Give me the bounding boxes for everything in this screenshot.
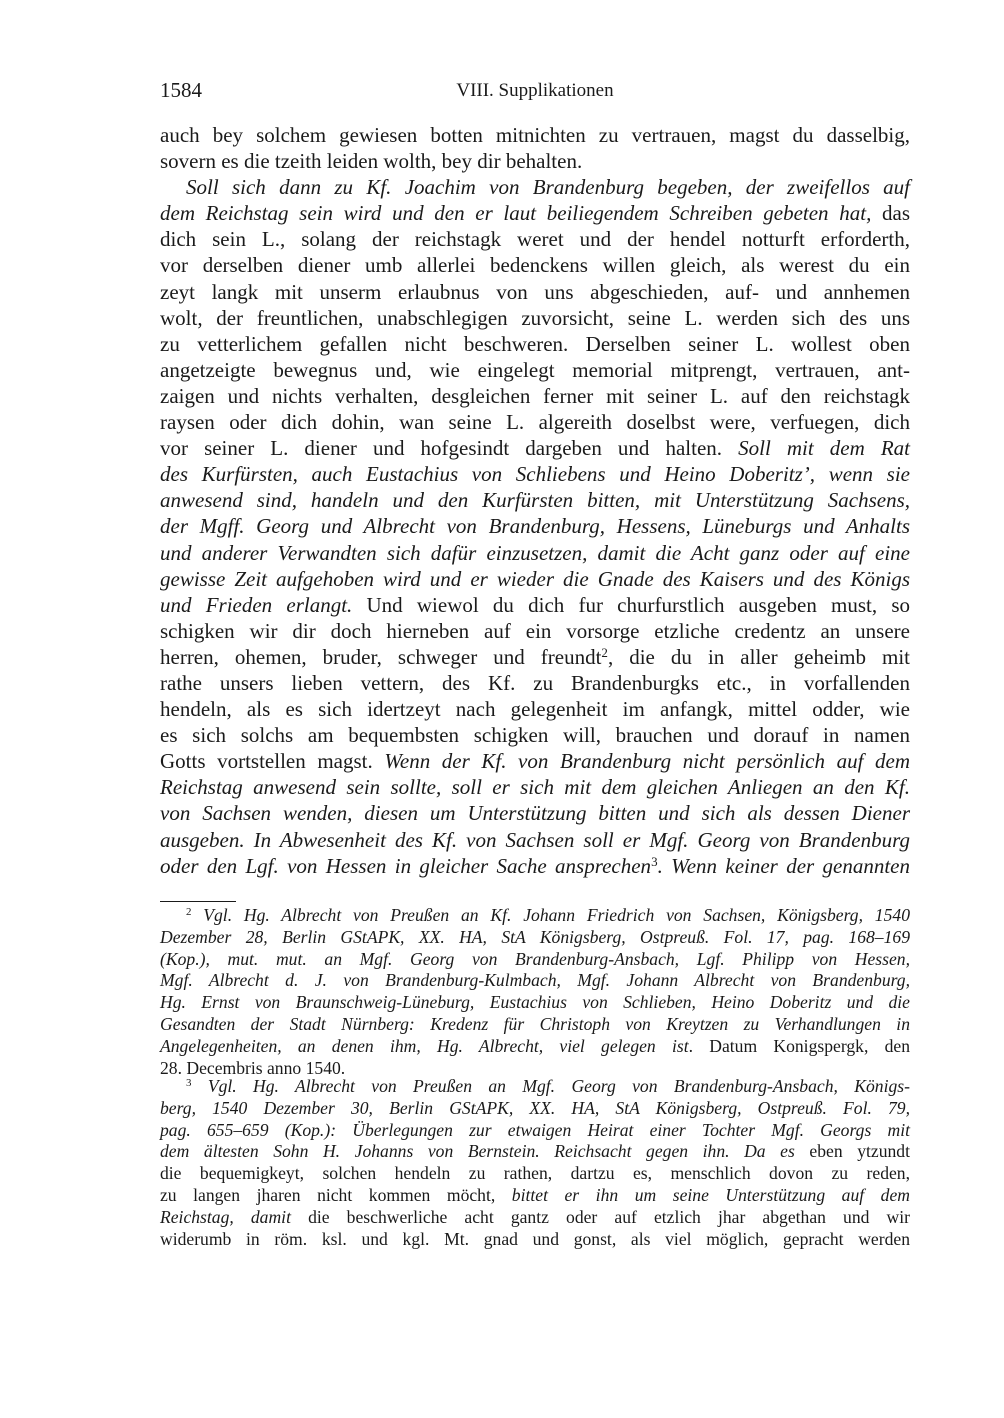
text-line	[160, 1229, 910, 1251]
text-line	[160, 800, 910, 826]
text-line	[160, 357, 910, 383]
italic-text: Reichstag anwesend sein sollte, soll er sich mit dem gleichen Anliegen an den Kf.	[160, 775, 910, 800]
text-line	[160, 949, 910, 971]
text-segment: herren, ohemen, bruder, schweger und freundt	[160, 644, 602, 669]
text-segment: zaigen und nichts verhalten, desgleichen ferner mit seiner L. auf den reichstagk	[160, 383, 910, 408]
text-segment: die bequemigkeyt, solchen hendeln zu rathen, dartzu es, menschlich dovon zu reden,	[160, 1163, 910, 1184]
text-segment: widerumb in röm. ksl. und kgl. Mt. gnad und gonst, als viel möglich, gepracht werden	[160, 1228, 910, 1249]
text-segment: vor seiner L. diener und hofgesindt dargeben und halten.	[160, 436, 739, 461]
text-segment: auch bey solchem gewiesen botten mitnichten zu vertrauen, magst du dasselbig,	[160, 123, 910, 147]
text-segment: Gotts vortstellen magst.	[160, 749, 385, 774]
text-segment: angetzeigte bewegnus und, wie eingelegt memorial mitprengt, vertrauen, ant-	[160, 357, 910, 382]
italic-text: Wenn der Kf. von Brandenburg nicht persönlich auf dem	[384, 749, 910, 774]
italic-text: . Wenn keiner der genannten	[657, 853, 911, 878]
text-segment: eben ytzundt	[794, 1141, 910, 1162]
text-line	[160, 487, 910, 513]
text-segment: schigken wir dir doch hierneben auf ein vorsorge etzliche credentz an unsere	[160, 618, 910, 643]
text-line	[160, 174, 910, 200]
italic-text: Vgl. Hg. Albrecht von Preußen an Mgf. Georg von Brandenburg-Ansbach, Königs-	[191, 1076, 910, 1096]
italic-text: pag. 655–659 (Kop.): Überlegungen zur etwaigen Heirat einer Tochter Mgf. Georgs mit	[160, 1119, 910, 1140]
italic-text: Mgf. Albrecht d. J. von Brandenburg-Kulmbach, Mgf. Johann Albrecht von Brandenburg,	[160, 970, 910, 991]
italic-text: berg, 1540 Dezember 30, Berlin GStAPK, XX. HA, StA Königsberg, Ostpreuß. Fol. 79,	[160, 1097, 910, 1118]
footnote-marker[interactable]: 2	[186, 906, 192, 918]
text-line	[160, 722, 910, 748]
italic-text: dem ältesten Sohn H. Johanns von Bernstein. Reichsacht gegen ihn. Da es	[160, 1141, 795, 1162]
text-line	[160, 331, 910, 357]
text-line	[160, 1185, 910, 1207]
text-line	[160, 226, 910, 252]
text-line	[160, 409, 910, 435]
text-segment: sovern es die tzeith leiden wolth, bey dir behalten.	[160, 149, 583, 174]
italic-text: des Kurfürsten, auch Eustachius von Schliebens und Heino Doberitz’, wenn sie	[160, 462, 910, 487]
italic-text: gewisse Zeit aufgehoben wird und er wieder die Gnade des Kaisers und des Königs	[160, 566, 910, 591]
text-line	[160, 644, 910, 670]
text-line	[160, 148, 910, 174]
text-segment: es sich solchs am bequembsten schigken will, brauchen und dorauf in namen	[160, 723, 910, 748]
text-line	[160, 1014, 910, 1036]
text-segment: , die du in aller geheimb mit	[607, 644, 910, 669]
text-line	[160, 905, 910, 927]
text-line	[160, 670, 910, 696]
text-line	[160, 1120, 910, 1142]
text-line	[160, 200, 910, 226]
text-segment: Und wiewol du dich fur churfurstlich ausgeben must, so	[352, 592, 911, 617]
page-number: 1584	[160, 78, 202, 102]
text-line	[160, 252, 910, 278]
text-line	[160, 279, 910, 305]
footnote-separator	[160, 901, 236, 902]
italic-text: oder den Lgf. von Hessen in gleicher Sache ansprechen	[160, 853, 652, 878]
italic-text: (Kop.), mut. mut. an Mgf. Georg von Brandenburg-Ansbach, Lgf. Philipp von Hessen,	[160, 948, 910, 969]
italic-text: und anderer Verwandten sich dafür einzusetzen, damit die Acht ganz oder auf eine	[160, 540, 910, 565]
italic-text: Soll sich dann zu Kf. Joachim von Brandenburg begeben, der zweifellos auf	[186, 175, 910, 200]
italic-text: der Mgff. Georg und Albrecht von Brandenburg, Hessens, Lüneburgs und Anhalts	[160, 514, 910, 539]
italic-text: Reichstag, damit	[160, 1206, 291, 1227]
text-segment: die beschwerliche acht gantz oder auf etzlich jhar abgethan und wir	[290, 1206, 910, 1227]
italic-text: ausgeben. In Abwesenheit des Kf. von Sachsen soll er Mgf. Georg von Brandenburg	[160, 827, 910, 852]
text-segment: hendeln, als es sich idertzeyt nach gelegenheit im anfangk, mittel odder, wie	[160, 697, 910, 722]
text-line	[160, 618, 910, 644]
text-line	[160, 1163, 910, 1185]
footnote-3	[160, 1076, 910, 1250]
text-line	[160, 1207, 910, 1229]
italic-text: dem Reichstag sein wird und den er laut beiliegendem Schreiben gebeten hat,	[160, 201, 872, 226]
text-line	[160, 540, 910, 566]
text-segment: zu langen jharen nicht kommen möcht,	[160, 1184, 512, 1205]
text-line	[160, 1098, 910, 1120]
footnote-marker[interactable]: 3	[186, 1077, 192, 1089]
italic-text: Soll mit dem Rat	[738, 436, 910, 461]
text-line	[160, 1141, 910, 1163]
text-line	[160, 435, 910, 461]
text-segment: raysen oder dich dohin, wan seine L. algereith doselbst were, verfuegen, dich	[160, 410, 910, 435]
text-line	[160, 566, 910, 592]
italic-text: von Sachsen wenden, diesen um Unterstützung bitten und sich als dessen Diener	[160, 801, 910, 826]
text-line	[160, 592, 910, 618]
italic-text: bittet er ihn um seine Unterstützung auf dem	[511, 1184, 910, 1205]
italic-text: Dezember 28, Berlin GStAPK, XX. HA, StA Königsberg, Ostpreuß. Fol. 17, pag. 168–169	[160, 926, 910, 947]
text-line	[160, 927, 910, 949]
footnote-marker[interactable]: 2	[601, 644, 608, 660]
text-segment: zeyt langk mit unserm erlaubnus von uns abgeschieden, auf- und annhemen	[160, 279, 910, 304]
text-line	[160, 853, 910, 879]
text-segment: wolt, der freuntlichen, unabschlegigen zuvorsicht, seine L. werden sich des uns	[160, 305, 910, 330]
main-text	[160, 122, 910, 879]
text-line	[160, 1076, 910, 1098]
text-segment: rathe unsers lieben vettern, des Kf. zu Brandenburgks etc., in vorfallenden	[160, 670, 910, 695]
text-segment: 28. Decembris anno 1540.	[160, 1057, 346, 1078]
running-header	[160, 78, 910, 106]
text-segment: zu vetterlichem gefallen nicht beschweren. Derselben seiner L. wollest oben	[160, 331, 910, 356]
text-line	[160, 992, 910, 1014]
text-line	[160, 827, 910, 853]
text-line	[160, 774, 910, 800]
text-segment: dich sein L., solang der reichstagk weret und der hendel notturft erforderth,	[160, 227, 910, 252]
italic-text: anwesend sind, handeln und den Kurfürsten bitten, mit Unterstützung Sachsens,	[160, 488, 910, 513]
italic-text: und Frieden erlangt.	[160, 592, 353, 617]
text-line	[160, 461, 910, 487]
footnote-2	[160, 905, 910, 1079]
text-segment: vor derselben diener umb allerlei bedenckens willen gleich, als werest du ein	[160, 253, 910, 278]
italic-text: Gesandten der Stadt Nürnberg: Kredenz für Christoph von Kreytzen zu Verhandlungen in	[160, 1013, 910, 1034]
text-line	[160, 1036, 910, 1058]
text-line	[160, 383, 910, 409]
running-title: VIII. Supplikationen	[456, 80, 614, 101]
text-line	[160, 305, 910, 331]
text-line	[160, 970, 910, 992]
text-line	[160, 513, 910, 539]
text-segment: . Datum Konigspergk, den	[688, 1035, 910, 1056]
italic-text: Hg. Ernst von Braunschweig-Lüneburg, Eustachius von Schlieben, Heino Doberitz und die	[160, 992, 910, 1013]
text-line	[160, 122, 910, 148]
text-line	[160, 748, 910, 774]
italic-text: Angelegenheiten, an denen ihm, Hg. Albrecht, viel gelegen ist	[160, 1035, 689, 1056]
footnote-marker[interactable]: 3	[651, 853, 658, 869]
italic-text: Vgl. Hg. Albrecht von Preußen an Kf. Johann Friedrich von Sachsen, Königsberg, 1540	[191, 905, 910, 925]
text-segment: das	[871, 201, 910, 226]
text-line	[160, 696, 910, 722]
